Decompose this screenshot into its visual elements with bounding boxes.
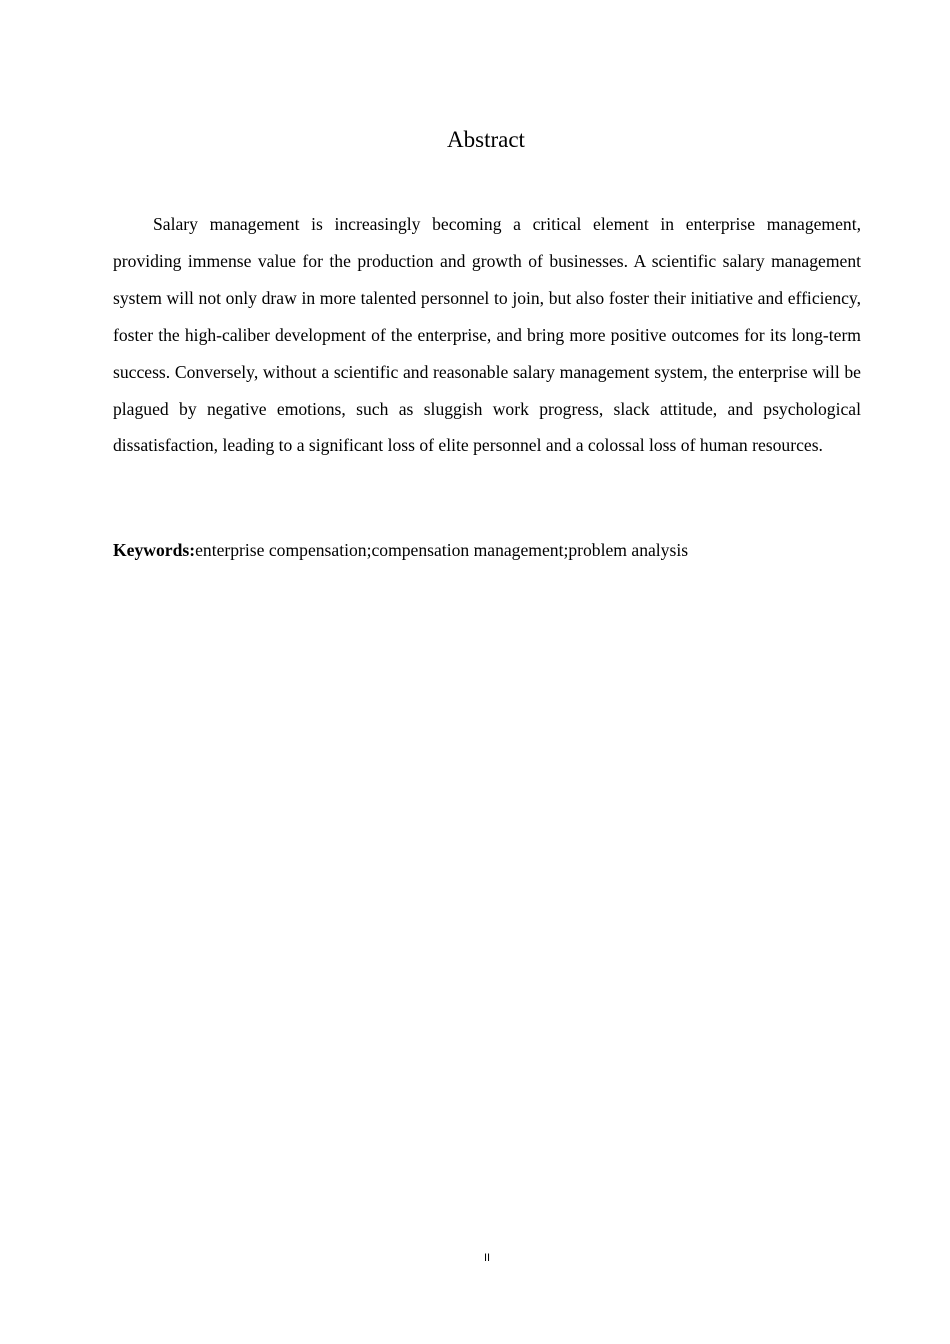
keywords-text: enterprise compensation;compensation management;problem analysis bbox=[195, 540, 689, 560]
abstract-paragraph: Salary management is increasingly becoming a critical element in enterprise management, providing immense value for the production and growth of businesses. A scientific salary management system will not only draw in more talented personnel to join, but also foster their initiative and efficiency, foster the high-caliber development of the enterprise, and bring more positive outcomes for its long-term success. Conversely, without a scientific and reasonable salary management system, the enterprise will be plagued by negative emotions, such as sluggish work progress, slack attitude, and psychological dissatisfaction, leading to a significant loss of elite personnel and a colossal loss of human resources. bbox=[113, 214, 861, 456]
page-title: Abstract bbox=[447, 127, 525, 152]
keywords-label: Keywords: bbox=[113, 540, 196, 560]
page-number: II bbox=[483, 1252, 491, 1264]
keywords-line bbox=[113, 536, 873, 564]
